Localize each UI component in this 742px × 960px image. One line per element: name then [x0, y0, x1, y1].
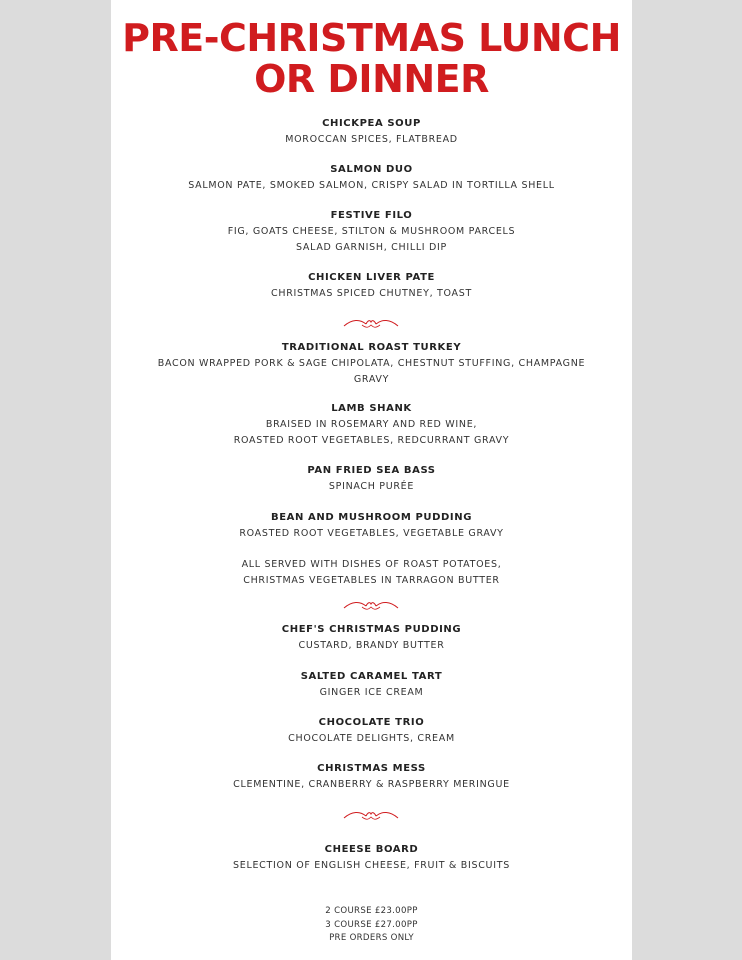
dish-description: GRAVY	[353, 373, 390, 385]
note-line: CHRISTMAS VEGETABLES IN TARRAGON BUTTER	[243, 574, 500, 586]
dish-description: ROASTED ROOT VEGETABLES, VEGETABLE GRAVY	[239, 528, 504, 539]
menu-item-salmon-duo	[111, 162, 632, 194]
menu-item-sea-bass	[111, 463, 632, 495]
menu-item-lamb-shank	[111, 401, 632, 448]
price-info	[111, 905, 632, 946]
price-three-course: 3 COURSE £27.00PP	[325, 919, 418, 930]
dish-description: CUSTARD, BRANDY BUTTER	[298, 640, 445, 651]
page-title	[111, 18, 632, 100]
dish-name: LAMB SHANK	[331, 403, 412, 414]
menu-item-christmas-pudding	[111, 622, 632, 654]
dish-name: CHICKEN LIVER PATE	[308, 272, 435, 283]
price-two-course: 2 COURSE £23.00PP	[325, 906, 418, 916]
dish-name: PAN FRIED SEA BASS	[307, 465, 436, 476]
dish-name: SALTED CARAMEL TART	[300, 671, 443, 682]
dish-name: FESTIVE FILO	[330, 210, 413, 221]
menu-item-chickpea-soup	[111, 116, 632, 148]
flourish-divider-icon	[342, 808, 400, 822]
dish-description: SALAD GARNISH, CHILLI DIP	[296, 241, 447, 253]
dish-name: CHEESE BOARD	[324, 844, 419, 855]
menu-item-bean-mushroom-pudding	[111, 510, 632, 542]
title-line-1: PRE-CHRISTMAS LUNCH	[122, 16, 621, 60]
dish-description: FIG, GOATS CHEESE, STILTON & MUSHROOM PARCELS	[227, 226, 516, 237]
dish-name: CHOCOLATE TRIO	[318, 717, 425, 728]
dish-description: CLEMENTINE, CRANBERRY & RASPBERRY MERINGUE	[233, 779, 510, 790]
dish-description: SELECTION OF ENGLISH CHEESE, FRUIT & BISCUITS	[233, 860, 510, 871]
mains-note	[111, 557, 632, 588]
dish-description: SALMON PATE, SMOKED SALMON, CRISPY SALAD IN TORTILLA SHELL	[188, 180, 555, 191]
dish-description: CHRISTMAS SPICED CHUTNEY, TOAST	[271, 288, 472, 299]
dish-description: GINGER ICE CREAM	[319, 687, 424, 698]
dish-description: BRAISED IN ROSEMARY AND RED WINE,	[265, 419, 478, 430]
dish-name: SALMON DUO	[330, 164, 413, 175]
dish-name: CHRISTMAS MESS	[317, 763, 426, 774]
note-line: ALL SERVED WITH DISHES OF ROAST POTATOES,	[241, 559, 502, 570]
menu-item-cheese-board	[111, 842, 632, 874]
menu-item-chicken-liver-pate	[111, 270, 632, 302]
menu-item-christmas-mess	[111, 761, 632, 793]
pre-orders-note: PRE ORDERS ONLY	[329, 933, 414, 943]
menu-item-salted-caramel-tart	[111, 669, 632, 701]
flourish-divider-icon	[342, 316, 400, 330]
flourish-divider-icon	[342, 598, 400, 612]
dish-description: MOROCCAN SPICES, FLATBREAD	[285, 134, 458, 145]
dish-name: CHICKPEA SOUP	[322, 118, 421, 129]
dish-description: ROASTED ROOT VEGETABLES, REDCURRANT GRAVY	[233, 434, 510, 446]
dish-description: CHOCOLATE DELIGHTS, CREAM	[288, 733, 455, 744]
dish-name: CHEF'S CHRISTMAS PUDDING	[281, 624, 462, 635]
menu-item-chocolate-trio	[111, 715, 632, 747]
dish-description: SPINACH PURÉE	[328, 481, 415, 492]
menu-item-roast-turkey	[111, 340, 632, 387]
dish-name: TRADITIONAL ROAST TURKEY	[281, 342, 462, 353]
menu-item-festive-filo	[111, 208, 632, 255]
menu-page	[111, 0, 632, 960]
dish-name: BEAN AND MUSHROOM PUDDING	[270, 512, 473, 523]
title-line-2: OR DINNER	[254, 57, 489, 101]
dish-description: BACON WRAPPED PORK & SAGE CHIPOLATA, CHESTNUT STUFFING, CHAMPAGNE	[157, 358, 586, 369]
